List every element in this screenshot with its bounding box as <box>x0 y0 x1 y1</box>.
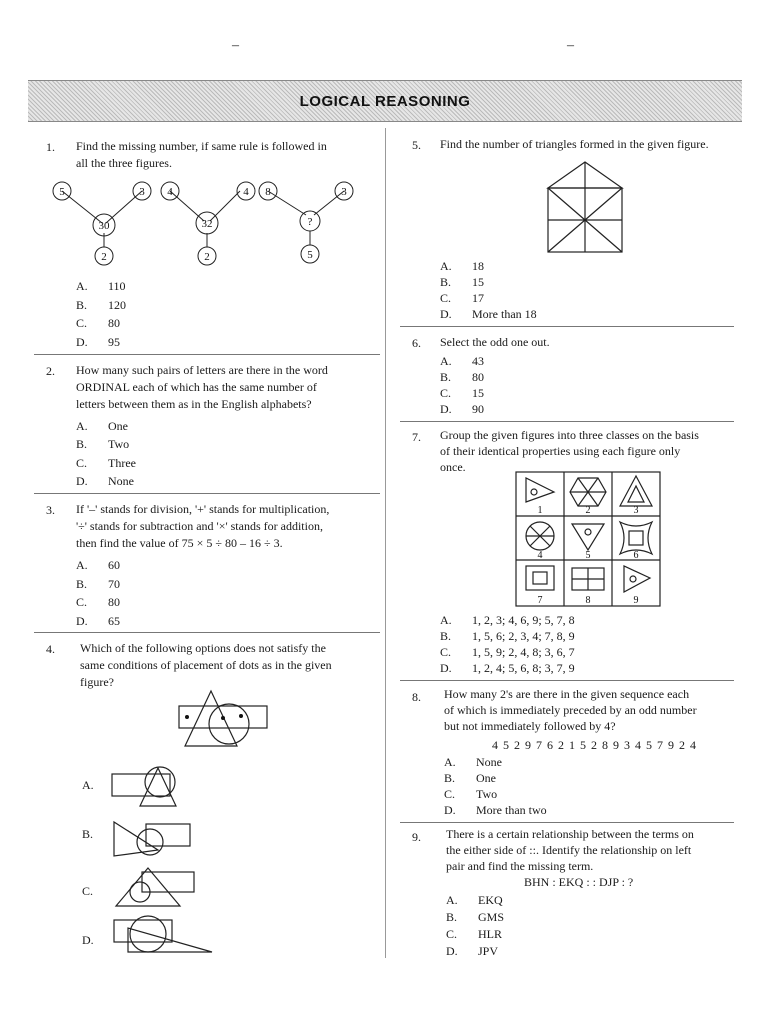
question-number: 4. <box>46 642 55 656</box>
question-text-line: How many such pairs of letters are there in the word <box>76 363 328 377</box>
option-d[interactable]: D. None <box>76 474 134 488</box>
question-text-line: Select the odd one out. <box>440 335 550 349</box>
figure-number-trees <box>40 175 380 275</box>
cell-label: 3 <box>633 505 639 516</box>
analogy-pair: BHN : EKQ : : DJP : ? <box>524 875 634 889</box>
option-b[interactable]: B. Two <box>76 437 130 451</box>
question-divider <box>400 421 734 422</box>
question-text-line: There is a certain relationship between the terms on <box>446 827 694 841</box>
option-b-figure[interactable] <box>108 816 194 860</box>
cell-label: 1 <box>537 505 543 516</box>
tree-c-top-left: 8 <box>265 186 271 198</box>
question-text-line: all the three figures. <box>76 156 172 170</box>
option-a[interactable]: A. EKQ <box>446 893 503 907</box>
tree-b-center: 32 <box>201 218 213 230</box>
cell-label: 6 <box>633 550 639 561</box>
option-b[interactable]: B. 1, 5, 6; 2, 3, 4; 7, 8, 9 <box>440 629 575 643</box>
cell-label: 9 <box>633 595 639 606</box>
question-divider <box>400 326 734 327</box>
question-number: 3. <box>46 503 55 517</box>
option-a[interactable]: A. One <box>76 419 128 433</box>
option-c[interactable]: C. Three <box>76 456 136 470</box>
question-text-line: ORDINAL each of which has the same number of <box>76 380 317 394</box>
question-text-line: then find the value of 75 × 5 ÷ 80 – 16 ÷ 3. <box>76 536 283 550</box>
option-c[interactable]: C. HLR <box>446 927 502 941</box>
question-number: 2. <box>46 364 55 378</box>
title-banner <box>28 80 742 122</box>
question-text-line: Group the given figures into three classes on the basis <box>440 428 699 442</box>
question-divider <box>400 680 734 681</box>
option-b[interactable]: B. One <box>444 771 496 785</box>
option-b[interactable]: B. 120 <box>76 298 126 312</box>
option-d[interactable]: D. 1, 2, 4; 5, 6, 8; 3, 7, 9 <box>440 661 575 675</box>
question-text-line: but not immediately followed by 4? <box>444 719 616 733</box>
option-b[interactable]: B. 70 <box>76 577 120 591</box>
question-divider <box>400 822 734 823</box>
tree-b-bottom: 2 <box>204 251 210 263</box>
tree-b-top-left: 4 <box>167 186 173 198</box>
question-text-line: letters between them as in the English alphabets? <box>76 397 312 411</box>
option-c[interactable]: C. 15 <box>440 386 484 400</box>
tree-a-center: 30 <box>98 220 110 232</box>
question-divider <box>34 354 380 355</box>
option-c-figure[interactable] <box>108 864 198 910</box>
option-d[interactable]: D. More than 18 <box>440 307 537 321</box>
option-d[interactable]: D. 65 <box>76 614 120 628</box>
option-d[interactable]: D. More than two <box>444 803 547 817</box>
option-a[interactable]: A. 18 <box>440 259 484 273</box>
question-number: 6. <box>412 336 421 350</box>
option-b[interactable]: B. GMS <box>446 910 505 924</box>
option-c[interactable]: C. 17 <box>440 291 484 305</box>
option-b[interactable]: B. 80 <box>440 370 484 384</box>
option-c[interactable]: C. 80 <box>76 316 120 330</box>
question-text-line: '÷' stands for subtraction and '×' stands for addition, <box>76 519 323 533</box>
number-sequence: 4 5 2 9 7 6 2 1 5 2 8 9 3 4 5 7 9 2 4 <box>492 738 697 752</box>
question-divider <box>34 632 380 633</box>
option-a-label[interactable]: A. <box>82 778 94 792</box>
option-a[interactable]: A. 43 <box>440 354 484 368</box>
option-d-label[interactable]: D. <box>82 933 94 947</box>
option-b-label[interactable]: B. <box>82 827 94 841</box>
tree-b-top-right: 4 <box>243 186 249 198</box>
cell-label: 8 <box>585 595 591 606</box>
question-text-line: Which of the following options does not satisfy the <box>80 641 326 655</box>
question-number: 5. <box>412 138 421 152</box>
tree-c-top-right: 3 <box>341 186 347 198</box>
column-divider <box>385 128 386 958</box>
option-c[interactable]: C. Two <box>444 787 498 801</box>
question-divider <box>34 493 380 494</box>
tree-a-top-right: 3 <box>139 186 145 198</box>
question-text-line: same conditions of placement of dots as in the given <box>80 658 332 672</box>
question-number: 9. <box>412 830 421 844</box>
option-c-label[interactable]: C. <box>82 884 94 898</box>
cell-label: 5 <box>585 550 591 561</box>
question-text-line: of their identical properties using each figure only <box>440 444 681 458</box>
tree-c-center: ? <box>307 216 313 228</box>
tree-a-bottom: 2 <box>101 251 107 263</box>
option-d[interactable]: D. 95 <box>76 335 120 349</box>
option-d-figure[interactable] <box>108 912 218 958</box>
option-a[interactable]: A. 110 <box>76 279 126 293</box>
header-dash-left: – <box>232 38 239 53</box>
question-text-line: Find the missing number, if same rule is followed in <box>76 139 327 153</box>
question-text-line: pair and find the missing term. <box>446 859 594 873</box>
page-title: LOGICAL REASONING <box>299 93 471 110</box>
question-text-line: once. <box>440 460 466 474</box>
question-text-line: How many 2's are there in the given sequence each <box>444 687 690 701</box>
cell-label: 7 <box>537 595 543 606</box>
option-a-figure[interactable] <box>108 762 190 810</box>
tree-c-bottom: 5 <box>307 249 313 261</box>
triangle-count-figure <box>540 158 630 256</box>
cell-label: 4 <box>537 550 543 561</box>
option-d[interactable]: D. JPV <box>446 944 499 958</box>
question-text-line: the either side of ::. Identify the relationship on left <box>446 843 692 857</box>
option-c[interactable]: C. 1, 5, 9; 2, 4, 8; 3, 6, 7 <box>440 645 575 659</box>
option-b[interactable]: B. 15 <box>440 275 484 289</box>
question-text-line: If '–' stands for division, '+' stands for multiplication, <box>76 502 330 516</box>
tree-a-top-left: 5 <box>59 186 65 198</box>
question-text-line: figure? <box>80 675 114 689</box>
option-d[interactable]: D. 90 <box>440 402 484 416</box>
question-number: 7. <box>412 430 421 444</box>
cell-label: 2 <box>585 505 591 516</box>
question-text-line: of which is immediately preceded by an odd number <box>444 703 697 717</box>
option-a[interactable]: A. None <box>444 755 502 769</box>
question-number: 8. <box>412 690 421 704</box>
question-number: 1. <box>46 140 55 154</box>
classification-grid <box>514 470 662 608</box>
option-c[interactable]: C. 80 <box>76 595 120 609</box>
question-text-line: Find the number of triangles formed in the given figure. <box>440 137 709 151</box>
header-dash-right: – <box>567 38 574 53</box>
option-a[interactable]: A. 1, 2, 3; 4, 6, 9; 5, 7, 8 <box>440 613 575 627</box>
option-a[interactable]: A. 60 <box>76 558 120 572</box>
dot-placement-figure <box>175 688 275 750</box>
